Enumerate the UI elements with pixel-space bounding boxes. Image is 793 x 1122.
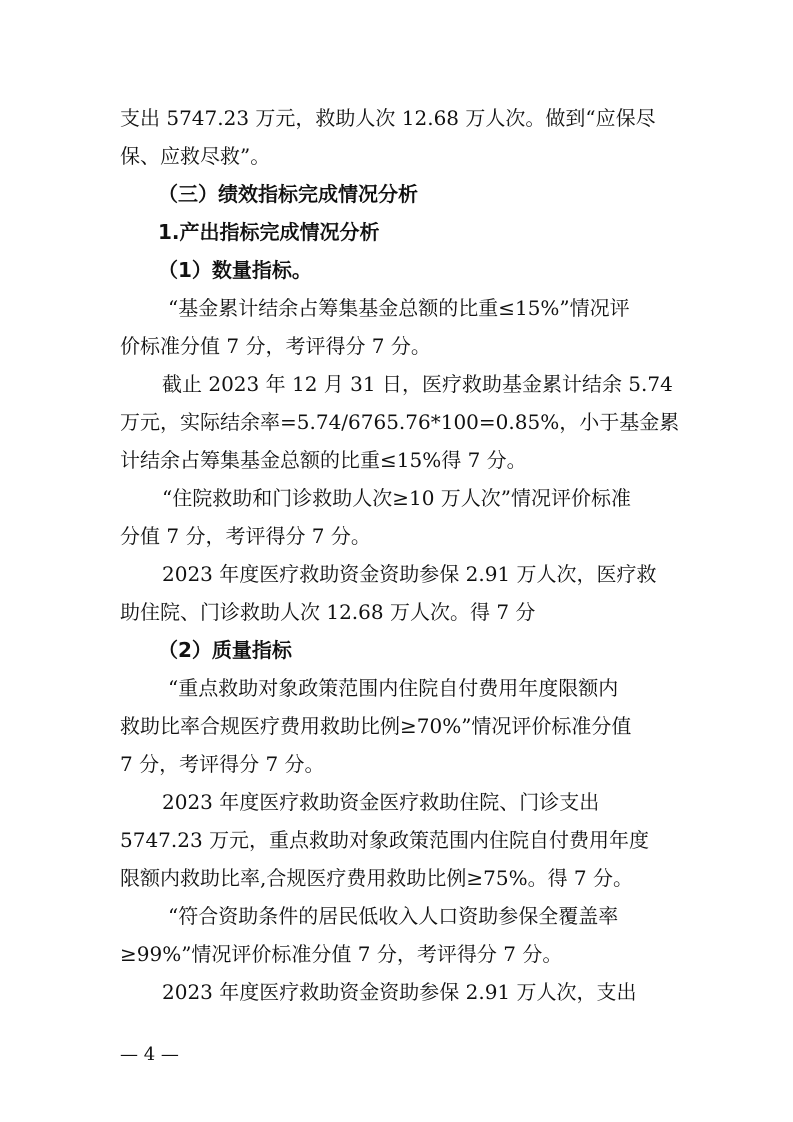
body-line: 7 分，考评得分 7 分。 [120, 752, 325, 776]
section-heading: （三）绩效指标完成情况分析 [158, 182, 418, 206]
body-line: 2023 年度医疗救助资金资助参保 2.91 万人次，医疗救 [162, 562, 657, 586]
body-line: 救助比率合规医疗费用救助比例≥70%”情况评价标准分值 [120, 714, 632, 738]
body-line: 支出 5747.23 万元，救助人次 12.68 万人次。做到“应保尽 [120, 106, 656, 130]
body-line: 价标准分值 7 分，考评得分 7 分。 [120, 334, 431, 358]
body-line: 截止 2023 年 12 月 31 日，医疗救助基金累计结余 5.74 [162, 372, 673, 396]
body-line: “基金累计结余占筹集基金总额的比重≤15%”情况评 [168, 296, 630, 320]
body-line: 5747.23 万元，重点救助对象政策范围内住院自付费用年度 [120, 828, 650, 852]
body-line: 计结余占筹集基金总额的比重≤15%得 7 分。 [120, 448, 527, 472]
body-line: “重点救助对象政策范围内住院自付费用年度限额内 [168, 676, 619, 700]
body-line: “符合资助条件的居民低收入人口资助参保全覆盖率 [168, 904, 619, 928]
body-line: 限额内救助比率,合规医疗费用救助比例≥75%。得 7 分。 [120, 866, 634, 890]
body-line: 2023 年度医疗救助资金医疗救助住院、门诊支出 [162, 790, 600, 814]
body-line: 分值 7 分，考评得分 7 分。 [120, 524, 371, 548]
body-line: 助住院、门诊救助人次 12.68 万人次。得 7 分 [120, 600, 536, 624]
sub-subsection-heading: （1）数量指标。 [158, 258, 312, 282]
page-number: — 4 — [120, 1044, 179, 1065]
subsection-heading: 1.产出指标完成情况分析 [158, 220, 380, 244]
sub-subsection-heading: （2）质量指标 [158, 638, 292, 662]
body-line: 2023 年度医疗救助资金资助参保 2.91 万人次，支出 [162, 980, 637, 1004]
body-line: 万元，实际结余率=5.74/6765.76*100=0.85%，小于基金累 [120, 410, 680, 434]
body-line: ≥99%”情况评价标准分值 7 分，考评得分 7 分。 [120, 942, 563, 966]
body-line: 保、应救尽救”。 [120, 144, 271, 168]
body-line: “住院救助和门诊救助人次≥10 万人次”情况评价标准 [162, 486, 632, 510]
